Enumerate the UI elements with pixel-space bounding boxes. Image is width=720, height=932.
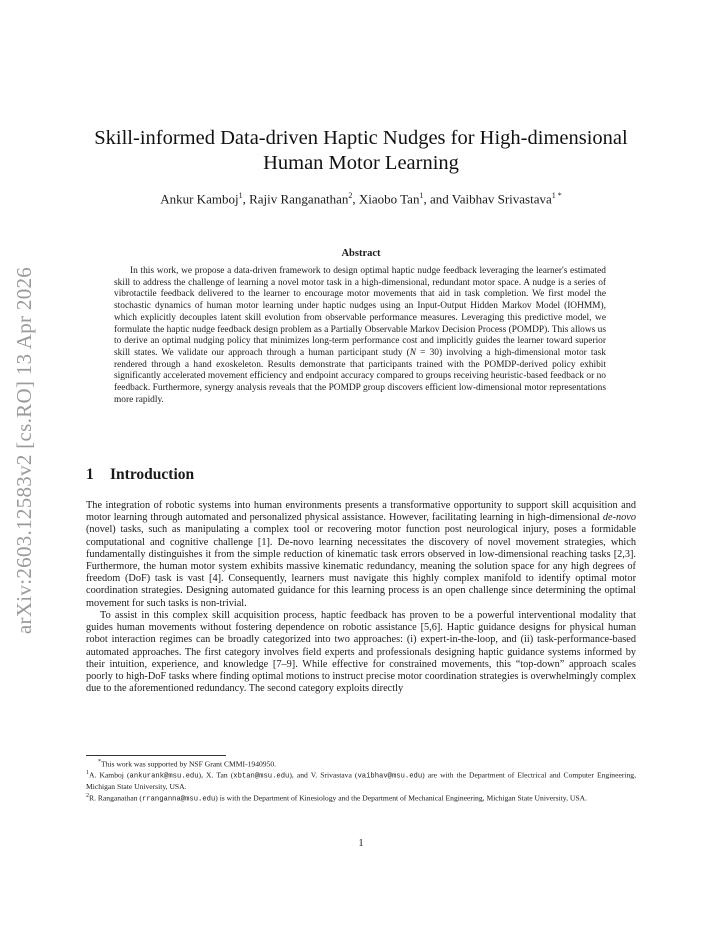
paragraph-text: (novel) tasks, such as manipulating a complex tool or recovering motor function post neurological injury, poses a formidable computational and cognitive challenge [1]. De-novo learning necessitates the discovery of novel movement strategies, which fundamentally distinguishes it from the simple reduction of kinematic task errors observed in low-dimensional reaching tasks [2,3]. Furthermore, the human motor system exhibits massive kinematic redundancy, meaning the solution space for any high degrees of freedom (DoF) task is vast [4]. Consequently, learners must navigate this highly complex manifold to identify optimal motor coordination strategies. Designing automated guidance for this learning process is an open challenge since determining the optimal movement for such tasks is non-trivial. xyxy=(86,524,636,609)
abstract-heading: Abstract xyxy=(341,248,381,259)
affiliation-mark: 1 * xyxy=(551,191,562,200)
email-link[interactable]: xbtan@msu.edu xyxy=(233,772,290,781)
abstract-text xyxy=(114,266,606,406)
arxiv-stamp xyxy=(0,260,50,640)
page-number: 1 xyxy=(358,838,364,849)
author-name: Rajiv Ranganathan xyxy=(249,191,349,207)
footnote-text: ), X. Tan ( xyxy=(198,770,234,780)
author-separator: , and xyxy=(423,191,452,207)
author-separator: , xyxy=(352,191,359,207)
footnote-text: R. Ranganathan ( xyxy=(89,793,142,803)
footnote-mark: * xyxy=(98,759,101,765)
author-separator: , xyxy=(242,191,250,207)
footnote-funding xyxy=(86,758,636,769)
abstract-variable: N xyxy=(409,347,417,358)
footnote-text: ) are with the Department of Electrical and Computer Engineering, Michigan State University, USA. xyxy=(86,770,636,792)
footnote-text: ) is with the Department of Kinesiology and the Department of Mechanical Engineering, Michigan State University, USA. xyxy=(215,793,587,803)
title-line-1: Skill-informed Data-driven Haptic Nudges for High-dimensional xyxy=(94,127,628,149)
abstract-text-part: = 30) involving a high-dimensional motor task rendered through a hand exoskeleton. Results demonstrate that participants trained with the POMDP-derived policy exhibit significantly accelerated movement efficiency and endpoint accuracy compared to groups receiving heuristic-based feedback or no feedback. Furthermore, synergy analysis reveals that the POMDP group discovers efficient low-dimensional motor representations more rapidly. xyxy=(114,347,606,405)
body-paragraph xyxy=(86,500,636,610)
footnote-text: A. Kamboj ( xyxy=(89,770,130,780)
affiliation-mark: 2 xyxy=(348,191,353,200)
paragraph-text: The integration of robotic systems into human environments presents a transformative opportunity to support skill acquisition and motor learning through automated and personalized physical assistance. However, facilitating learning in high-dimensional xyxy=(86,500,636,524)
section-heading xyxy=(86,466,194,484)
footnote-mark: 2 xyxy=(86,792,89,799)
author-name: Vaibhav Srivastava xyxy=(451,191,552,207)
footnote-affiliation-2 xyxy=(86,792,636,805)
footnote-affiliation-1 xyxy=(86,769,636,792)
author-name: Xiaobo Tan xyxy=(358,191,420,207)
footnotes xyxy=(86,758,636,805)
affiliation-mark: 1 xyxy=(419,191,424,200)
email-link[interactable]: rranganna@msu.edu xyxy=(141,795,216,804)
footnote-text: ), and V. Srivastava ( xyxy=(289,770,358,780)
section-number: 1 xyxy=(86,466,94,483)
author-list xyxy=(86,191,636,207)
abstract-text-part: In this work, we propose a data-driven framework to design optimal haptic nudge feedback leveraging the learner's estimated skill to address the challenge of learning a novel motor task in a high-dimensional, redundant motor space. A nudge is a series of vibrotactile feedback delivered to the learner to encourage motor movements that aid in task completion. We first model the stochastic dynamics of human motor learning under haptic nudges using an Input-Output Hidden Markov Model (IOHMM), which explicitly decouples latent skill evolution from observable performance measures. Leveraging this predictive model, we formulate the haptic nudge feedback design problem as a Partially Observable Markov Decision Process (POMDP). This allows us to derive an optimal nudging policy that minimizes long-term performance cost and implicitly guides the learner toward superior skill states. We validate our approach through a human participant study ( xyxy=(114,266,606,358)
footnote-mark: 1 xyxy=(86,770,89,777)
body-paragraph: To assist in this complex skill acquisition process, haptic feedback has proven to be a powerful interventional modality that guides human movements without fostering dependence on robotic assistance [5,6]. Haptic guidance designs for physical human robot interaction regimes can be broadly categorized into two approaches: (i) expert-in-the-loop, and (ii) task-performance-based automated approaches. The first category involves field experts and professionals designing haptic guidance systems informed by their intuition, experience, and knowledge [7–9]. While effective for constrained movements, this “top-down” approach scales poorly to high-DoF tasks where finding optimal motions to instruct precise motor coordination strategies is overwhelmingly complex due to the aforementioned redundancy. The second category exploits directly xyxy=(86,610,636,695)
email-link[interactable]: ankurank@msu.edu xyxy=(129,772,199,781)
email-link[interactable]: vaibhav@msu.edu xyxy=(357,772,423,781)
arxiv-identifier: arXiv:2603.12583v2 [cs.RO] 13 Apr 2026 xyxy=(12,266,37,634)
footnote-rule xyxy=(86,755,226,756)
affiliation-mark: 1 xyxy=(238,191,243,200)
title-line-2: Human Motor Learning xyxy=(263,152,459,174)
author-name: Ankur Kamboj xyxy=(160,191,239,207)
section-title: Introduction xyxy=(110,466,195,483)
paper-title xyxy=(86,126,636,176)
footnote-text: This work was supported by NSF Grant CMMI-1940950. xyxy=(101,759,277,769)
emphasized-term: de-novo xyxy=(602,512,636,524)
